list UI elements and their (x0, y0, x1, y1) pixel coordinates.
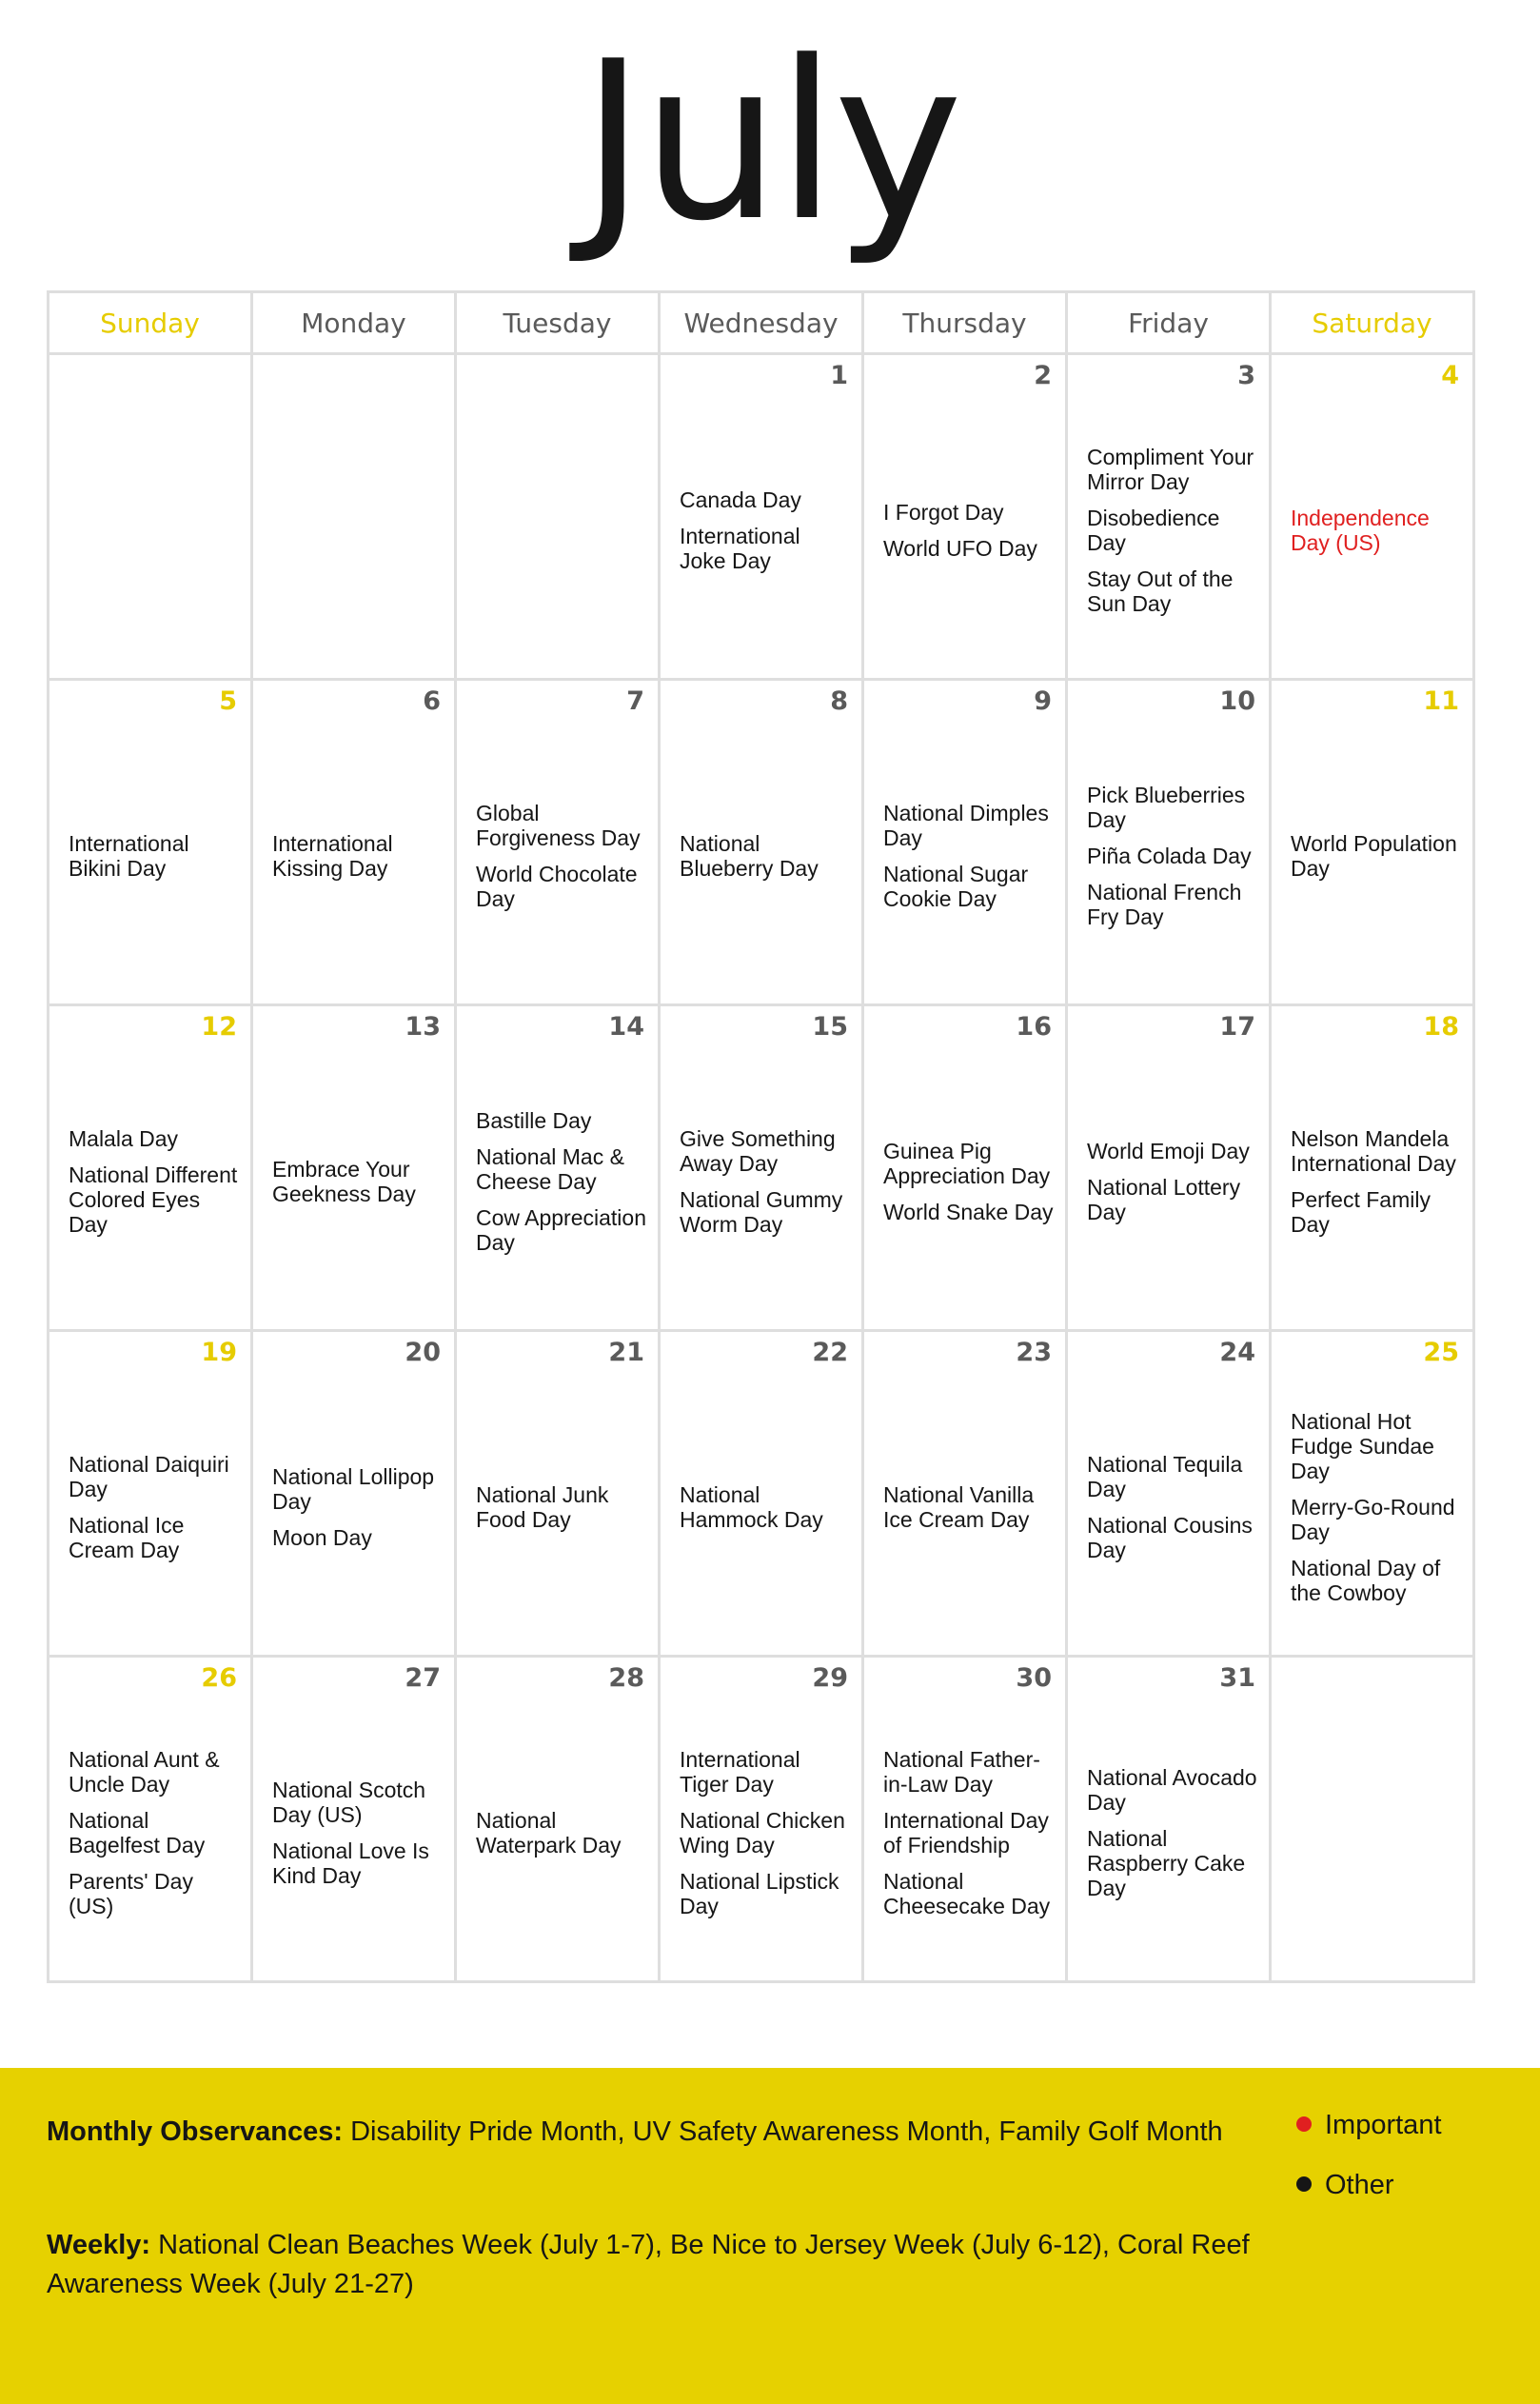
event: National Blueberry Day (680, 830, 819, 881)
event: National Hammock Day (680, 1481, 823, 1532)
day-events (476, 713, 646, 998)
event: National Junk Food Day (476, 1481, 609, 1532)
day-cell-9 (863, 680, 1067, 1005)
event: National Aunt & Uncle Day (69, 1746, 220, 1797)
event: National Daiquiri Day (69, 1451, 229, 1501)
day-cell-26 (49, 1657, 252, 1982)
day-cell-3 (1067, 354, 1271, 680)
event: National French Fry Day (1087, 879, 1242, 929)
weekday-tuesday: Tuesday (456, 292, 660, 354)
event: Pick Blueberries Day (1087, 782, 1246, 832)
day-number: 20 (405, 1338, 441, 1367)
day-events (1087, 1039, 1257, 1323)
day-cell-31 (1067, 1657, 1271, 1982)
event: World Population Day (1291, 830, 1457, 881)
day-number: 15 (812, 1012, 848, 1042)
day-events (69, 1364, 239, 1649)
monthly-observances-label: Monthly Observances: (47, 2116, 344, 2147)
day-events (272, 1039, 443, 1323)
red-dot-icon (1296, 2116, 1312, 2132)
day-number: 29 (812, 1663, 848, 1693)
day-events (883, 1690, 1054, 1975)
event: International Tiger Day (680, 1746, 800, 1797)
event: National Lottery Day (1087, 1174, 1241, 1224)
day-cell-24 (1067, 1331, 1271, 1657)
day-number: 3 (1237, 361, 1255, 390)
legend-other-label: Other (1325, 2170, 1394, 2200)
event: I Forgot Day (883, 499, 1004, 525)
day-cell-23 (863, 1331, 1067, 1657)
day-events (1087, 387, 1257, 672)
event: Global Forgiveness Day (476, 800, 641, 850)
weekday-wednesday: Wednesday (660, 292, 863, 354)
day-cell-10 (1067, 680, 1271, 1005)
day-cell-19 (49, 1331, 252, 1657)
event: World Snake Day (883, 1199, 1054, 1224)
day-number: 5 (219, 686, 237, 716)
day-number: 6 (423, 686, 441, 716)
day-number: 11 (1423, 686, 1459, 716)
event: Perfect Family Day (1291, 1186, 1431, 1237)
day-number: 16 (1016, 1012, 1052, 1042)
event: Cow Appreciation Day (476, 1204, 646, 1255)
event: International Joke Day (680, 523, 800, 573)
day-number: 26 (201, 1663, 237, 1693)
event: National Ice Cream Day (69, 1512, 185, 1562)
event: National Love Is Kind Day (272, 1838, 429, 1888)
event: National Gummy Worm Day (680, 1186, 843, 1237)
legend-important (1296, 2110, 1442, 2141)
event: Piña Colada Day (1087, 843, 1252, 868)
event: National Chicken Wing Day (680, 1807, 845, 1858)
empty-day-cell (252, 354, 456, 680)
weekly-observances-label: Weekly: (47, 2230, 151, 2260)
empty-day-cell (456, 354, 660, 680)
day-events (680, 1364, 850, 1649)
day-number: 1 (830, 361, 848, 390)
event: World UFO Day (883, 535, 1037, 561)
event: Disobedience Day (1087, 505, 1220, 555)
day-events (883, 1039, 1054, 1323)
day-number: 23 (1016, 1338, 1052, 1367)
event: National Lipstick Day (680, 1868, 839, 1918)
day-events (680, 713, 850, 998)
day-number: 8 (830, 686, 848, 716)
monthly-observances-text: Disability Pride Month, UV Safety Awareness Month, Family Golf Month (350, 2116, 1223, 2147)
calendar-grid (47, 290, 1475, 1983)
month-title: July (581, 15, 959, 269)
day-events (476, 1690, 646, 1975)
day-number: 4 (1441, 361, 1459, 390)
day-cell-6 (252, 680, 456, 1005)
day-cell-25 (1271, 1331, 1474, 1657)
day-cell-4 (1271, 354, 1474, 680)
legend-other (1296, 2170, 1394, 2201)
event: International Day of Friendship (883, 1807, 1049, 1858)
day-cell-8 (660, 680, 863, 1005)
day-events (272, 713, 443, 998)
day-events (1291, 1364, 1461, 1649)
day-number: 18 (1423, 1012, 1459, 1042)
monthly-observances (47, 2113, 1274, 2152)
observances-footer (0, 2068, 1540, 2404)
weekday-thursday: Thursday (863, 292, 1067, 354)
event: Compliment Your Mirror Day (1087, 444, 1254, 494)
day-events (69, 1039, 239, 1323)
day-cell-2 (863, 354, 1067, 680)
event: International Kissing Day (272, 830, 393, 881)
day-events (476, 1039, 646, 1323)
day-cell-27 (252, 1657, 456, 1982)
day-cell-13 (252, 1005, 456, 1331)
day-events (680, 1690, 850, 1975)
event: Malala Day (69, 1125, 179, 1151)
black-dot-icon (1296, 2176, 1312, 2192)
event: Stay Out of the Sun Day (1087, 566, 1234, 616)
empty-day-cell (49, 354, 252, 680)
event: Guinea Pig Appreciation Day (883, 1138, 1051, 1188)
day-events (680, 1039, 850, 1323)
day-cell-21 (456, 1331, 660, 1657)
day-number: 9 (1034, 686, 1052, 716)
event: Embrace Your Geekness Day (272, 1156, 416, 1206)
day-number: 28 (608, 1663, 644, 1693)
day-number: 21 (608, 1338, 644, 1367)
day-cell-14 (456, 1005, 660, 1331)
day-cell-5 (49, 680, 252, 1005)
day-events (476, 1364, 646, 1649)
day-events (883, 1364, 1054, 1649)
event: National Different Colored Eyes Day (69, 1162, 238, 1237)
day-cell-28 (456, 1657, 660, 1982)
week-row (49, 1005, 1474, 1331)
day-number: 25 (1423, 1338, 1459, 1367)
day-cell-1 (660, 354, 863, 680)
weekday-monday: Monday (252, 292, 456, 354)
day-events (883, 713, 1054, 998)
day-number: 19 (201, 1338, 237, 1367)
weekday-saturday: Saturday (1271, 292, 1474, 354)
empty-day-cell (1271, 1657, 1474, 1982)
event: World Emoji Day (1087, 1138, 1250, 1163)
event: National Vanilla Ice Cream Day (883, 1481, 1035, 1532)
day-cell-11 (1271, 680, 1474, 1005)
week-row (49, 1657, 1474, 1982)
day-events (883, 387, 1054, 672)
day-cell-12 (49, 1005, 252, 1331)
event: Merry-Go-Round Day (1291, 1494, 1455, 1544)
day-events (680, 387, 850, 672)
week-row (49, 1331, 1474, 1657)
day-number: 10 (1219, 686, 1255, 716)
event: National Cheesecake Day (883, 1868, 1051, 1918)
day-cell-16 (863, 1005, 1067, 1331)
weekly-observances (47, 2226, 1274, 2304)
event: Parents' Day (US) (69, 1868, 193, 1918)
weekday-friday: Friday (1067, 292, 1271, 354)
day-cell-29 (660, 1657, 863, 1982)
day-events (1291, 713, 1461, 998)
event: Canada Day (680, 487, 801, 512)
day-cell-18 (1271, 1005, 1474, 1331)
day-number: 30 (1016, 1663, 1052, 1693)
day-cell-7 (456, 680, 660, 1005)
day-number: 24 (1219, 1338, 1255, 1367)
day-events (272, 1690, 443, 1975)
event: National Hot Fudge Sundae Day (1291, 1408, 1434, 1483)
event: National Avocado Day (1087, 1764, 1257, 1815)
day-events (1087, 713, 1257, 998)
day-number: 22 (812, 1338, 848, 1367)
event: National Raspberry Cake Day (1087, 1825, 1246, 1900)
event: National Father-in-Law Day (883, 1746, 1040, 1797)
event: National Sugar Cookie Day (883, 861, 1029, 911)
day-number: 7 (626, 686, 644, 716)
event: Give Something Away Day (680, 1125, 836, 1176)
day-cell-15 (660, 1005, 863, 1331)
weekday-header-row (49, 292, 1474, 354)
day-events (1087, 1364, 1257, 1649)
calendar-body (49, 354, 1474, 1982)
event: Bastille Day (476, 1107, 592, 1133)
day-number: 14 (608, 1012, 644, 1042)
day-cell-20 (252, 1331, 456, 1657)
day-events (1087, 1690, 1257, 1975)
event: Nelson Mandela International Day (1291, 1125, 1456, 1176)
event: International Bikini Day (69, 830, 189, 881)
event: National Scotch Day (US) (272, 1777, 426, 1827)
weekday-sunday: Sunday (49, 292, 252, 354)
event: National Day of the Cowboy (1291, 1555, 1441, 1605)
day-number: 12 (201, 1012, 237, 1042)
event: National Mac & Cheese Day (476, 1143, 624, 1194)
day-events (272, 1364, 443, 1649)
day-cell-22 (660, 1331, 863, 1657)
event: National Waterpark Day (476, 1807, 622, 1858)
event: World Chocolate Day (476, 861, 638, 911)
week-row (49, 354, 1474, 680)
day-cell-17 (1067, 1005, 1271, 1331)
event: National Tequila Day (1087, 1451, 1243, 1501)
day-cell-30 (863, 1657, 1067, 1982)
important-event: Independence Day (US) (1291, 505, 1430, 555)
event: Moon Day (272, 1524, 372, 1550)
weekly-observances-text: National Clean Beaches Week (July 1-7), Be Nice to Jersey Week (July 6-12), Coral Reef Awareness Week (July 21-27) (47, 2230, 1250, 2299)
day-events (69, 1690, 239, 1975)
week-row (49, 680, 1474, 1005)
day-number: 13 (405, 1012, 441, 1042)
day-number: 27 (405, 1663, 441, 1693)
day-number: 17 (1219, 1012, 1255, 1042)
legend-important-label: Important (1325, 2110, 1442, 2140)
event: National Dimples Day (883, 800, 1049, 850)
day-number: 31 (1219, 1663, 1255, 1693)
event: National Lollipop Day (272, 1463, 435, 1514)
day-events (1291, 1039, 1461, 1323)
event: National Bagelfest Day (69, 1807, 206, 1858)
event: National Cousins Day (1087, 1512, 1253, 1562)
day-events (1291, 387, 1461, 672)
day-number: 2 (1034, 361, 1052, 390)
day-events (69, 713, 239, 998)
